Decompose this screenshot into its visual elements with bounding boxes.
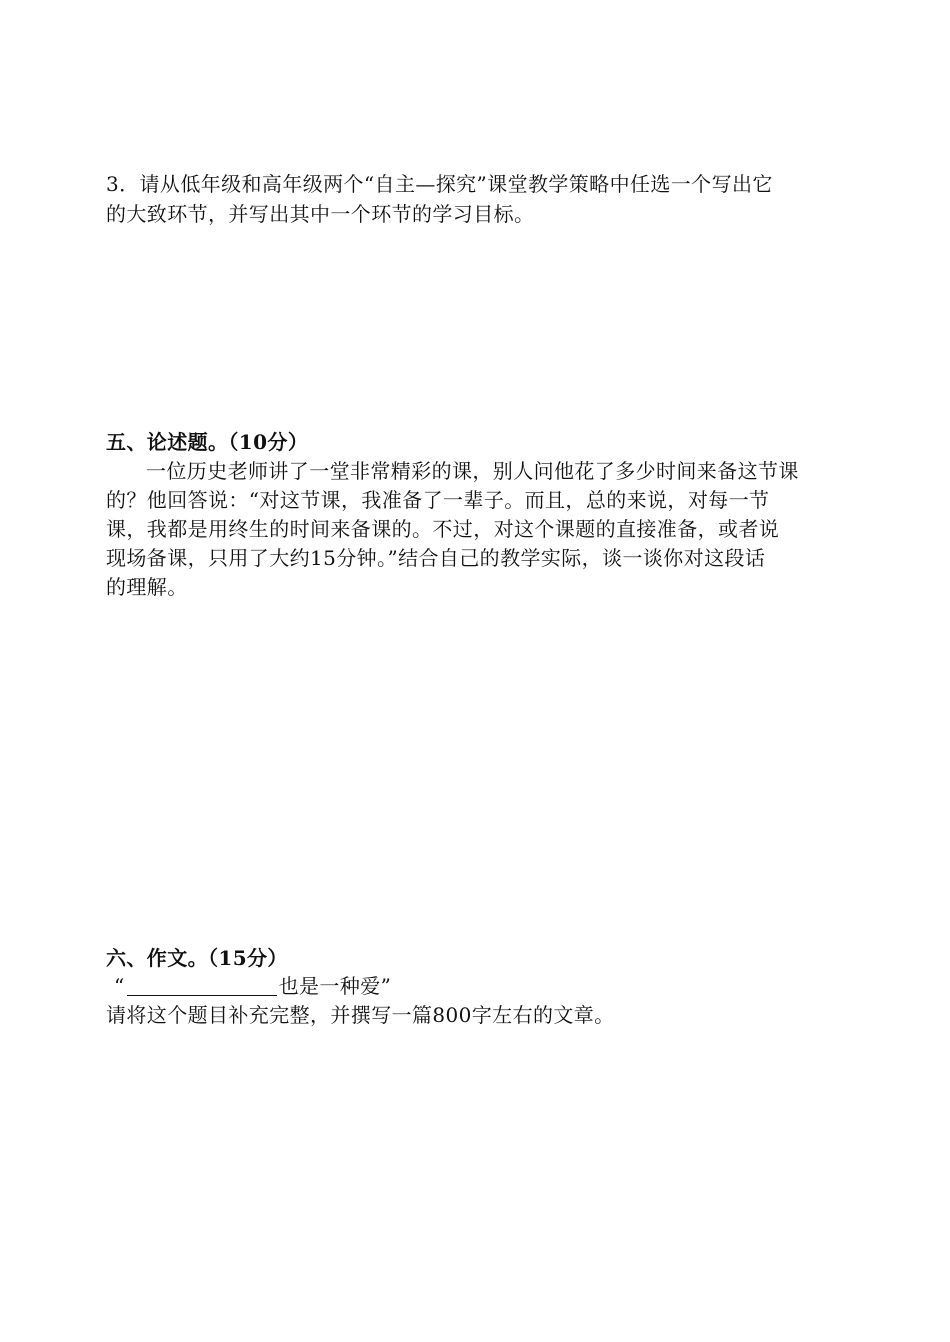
section-6-heading: 六、作文。（15分）: [106, 946, 288, 970]
section-5-para-line-1: 一位历史老师讲了一堂非常精彩的课，别人问他花了多少时间来备这节课: [146, 459, 799, 483]
section-5-para-line-5: 的理解。: [106, 575, 188, 599]
section-5-heading: 五、论述题。（10分）: [106, 430, 309, 454]
essay-title-line: [114, 972, 854, 1000]
essay-title-blank[interactable]: [127, 975, 277, 996]
section-5-para-line-4: 现场备课，只用了大约15分钟。”结合自己的教学实际，谈一谈你对这段话: [106, 546, 766, 570]
question-3-line-2: 的大致环节，并写出其中一个环节的学习目标。: [106, 202, 535, 226]
essay-instruction: 请将这个题目补充完整，并撰写一篇800字左右的文章。: [106, 1003, 615, 1027]
section-5-para-line-2: 的？他回答说：“对这节课，我准备了一辈子。而且，总的来说，对每一节: [106, 488, 770, 512]
section-5-para-line-3: 课，我都是用终生的时间来备课的。不过，对这个课题的直接准备，或者说: [106, 517, 780, 541]
question-3-line-1: 3．请从低年级和高年级两个“自主—探究”课堂教学策略中任选一个写出它: [106, 172, 773, 196]
open-quote: “: [114, 974, 125, 998]
essay-title-suffix: 也是一种爱”: [278, 974, 392, 998]
